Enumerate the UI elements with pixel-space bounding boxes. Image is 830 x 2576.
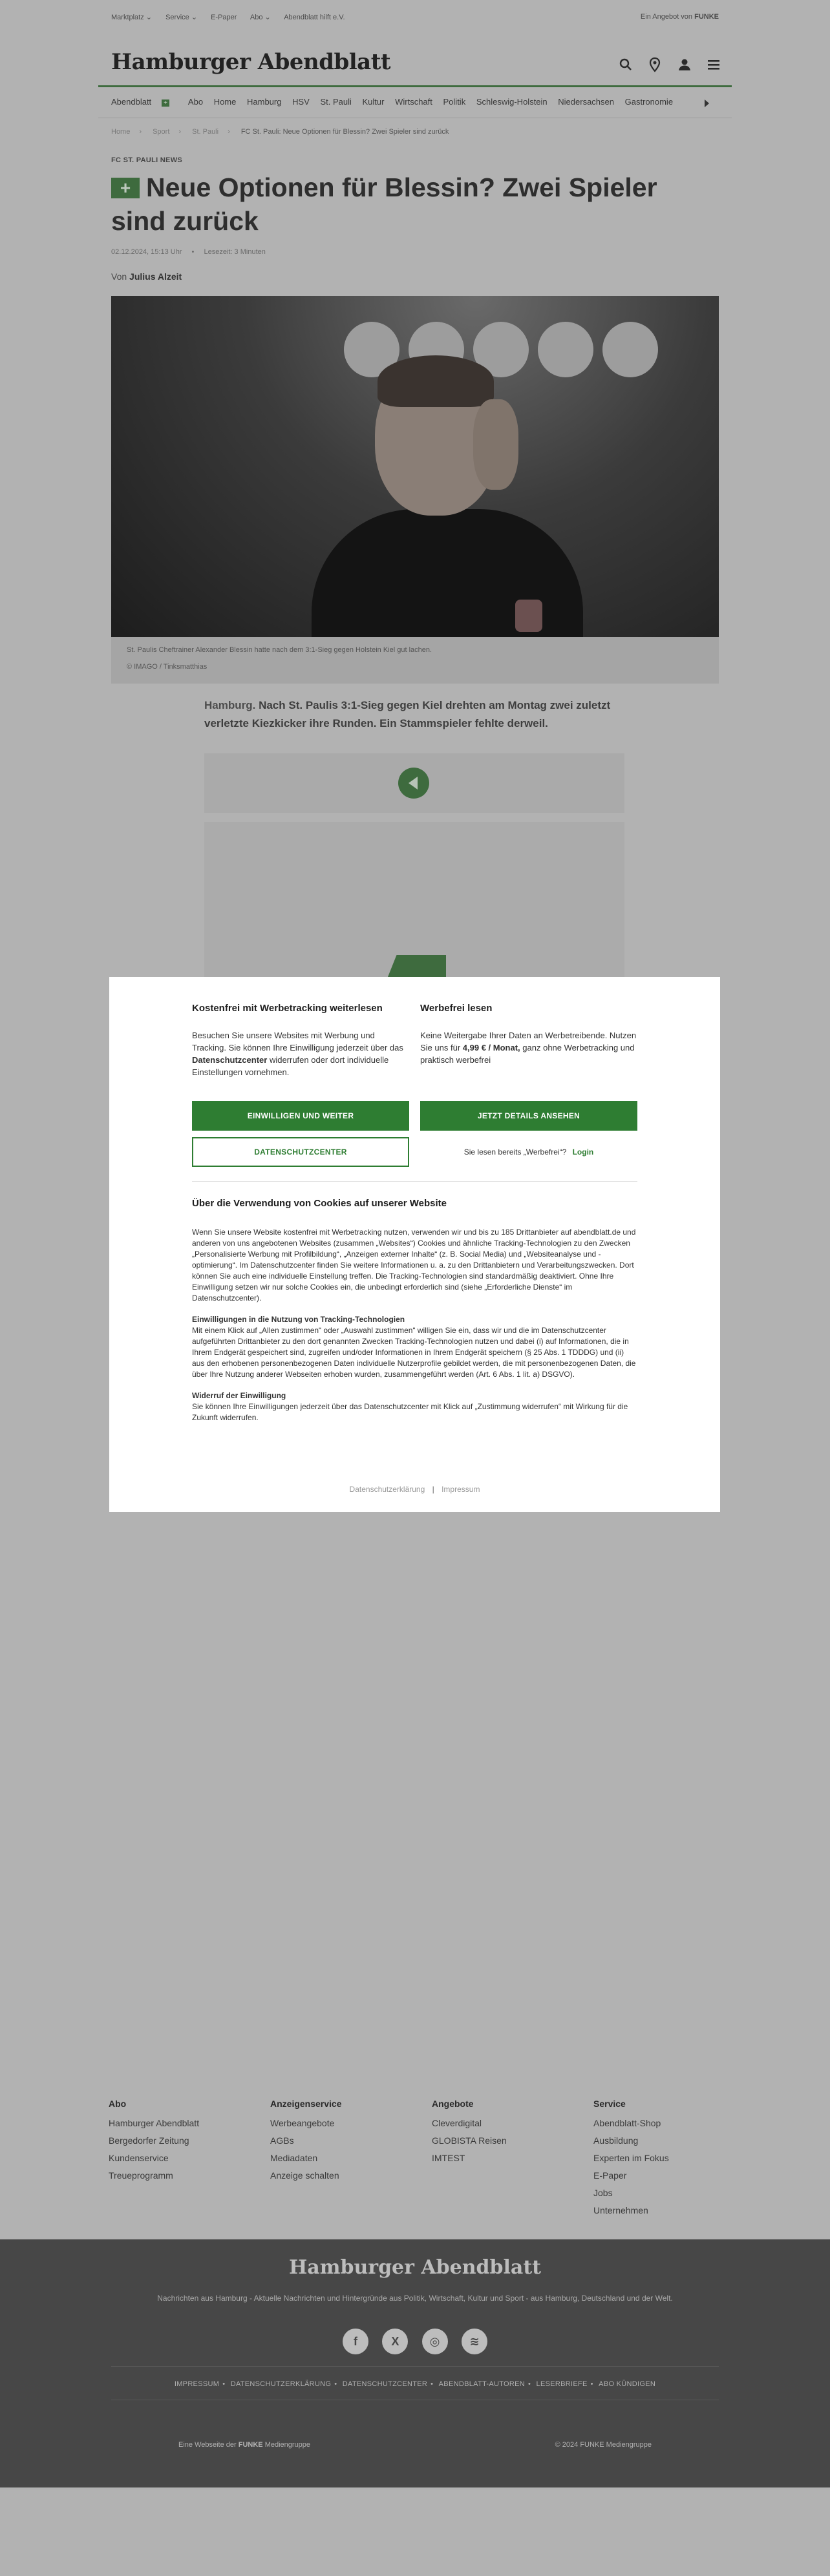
footer-link[interactable]: Treueprogramm <box>109 2170 173 2181</box>
footer-link[interactable]: Mediadaten <box>270 2153 318 2163</box>
footer-credits <box>178 2441 652 2449</box>
legal-link-leserbriefe[interactable]: LESERBRIEFE <box>536 2380 588 2388</box>
footer-link[interactable]: E-Paper <box>593 2170 627 2181</box>
article-headline <box>111 171 693 238</box>
footer-link[interactable]: Unternehmen <box>593 2205 648 2215</box>
plus-badge: + <box>162 99 169 107</box>
legal-link-abo-kuendigen[interactable]: ABO KÜNDIGEN <box>599 2380 656 2388</box>
free-with-tracking-text <box>192 1029 409 1078</box>
funke-footer-brand[interactable]: FUNKE <box>238 2441 263 2449</box>
consent-tracking-section <box>192 1314 637 1380</box>
photo-hand <box>473 399 518 490</box>
utility-links <box>111 13 719 21</box>
facebook-glyph: f <box>354 2335 357 2348</box>
article-read-time: Lesezeit: 3 Minuten <box>204 248 266 256</box>
footer-separator: | <box>432 1485 434 1494</box>
footer-column-service <box>593 2099 736 2223</box>
footer-logo[interactable]: Hamburger Abendblatt <box>288 2256 542 2279</box>
footer-column-title: Anzeigenservice <box>270 2099 342 2109</box>
col2-text-a: Keine Weitergabe Ihrer Daten an Werbetreibende. Nutzen Sie uns für <box>420 1031 637 1052</box>
footer-divider <box>111 2366 719 2367</box>
footer-link[interactable]: Cleverdigital <box>432 2118 482 2128</box>
author-name[interactable]: Julius Alzeit <box>129 271 182 282</box>
breadcrumb-current: FC St. Pauli: Neue Optionen für Blessin? Zwei Spieler sind zurück <box>240 128 449 136</box>
article-author <box>111 271 182 282</box>
legal-link-autoren[interactable]: ABENDBLATT-AUTOREN <box>438 2380 526 2388</box>
free-with-tracking-title: Kostenfrei mit Werbetracking weiterlesen <box>192 1003 383 1014</box>
footer-column-angebote <box>432 2099 574 2170</box>
footer-link[interactable]: IMTEST <box>432 2153 465 2163</box>
cookie-usage-title: Über die Verwendung von Cookies auf unserer Website <box>192 1198 447 1209</box>
nav-item-schleswig-holstein[interactable]: Schleswig-Holstein <box>476 97 548 107</box>
nav-item-home[interactable]: Home <box>213 97 237 107</box>
nav-item-politik[interactable]: Politik <box>443 97 466 107</box>
nav-item-niedersachsen[interactable]: Niedersachsen <box>558 97 614 107</box>
breadcrumb-sport[interactable]: Sport <box>153 128 170 136</box>
nav-item-wirtschaft[interactable]: Wirtschaft <box>395 97 432 107</box>
breadcrumb-separator: › <box>228 128 230 136</box>
funke-brand: FUNKE <box>694 13 719 21</box>
nav-item-gastronomie[interactable]: Gastronomie <box>624 97 674 107</box>
x-glyph: X <box>391 2335 399 2348</box>
view-details-button[interactable]: JETZT DETAILS ANSEHEN <box>420 1101 637 1131</box>
nav-item-abo[interactable]: Abo <box>187 97 204 107</box>
plus-article-badge: + <box>111 178 140 198</box>
cookie-consent-dialog <box>109 977 720 1512</box>
breadcrumb <box>111 128 458 136</box>
ad-free-column <box>420 1003 637 1066</box>
social-links <box>343 2329 487 2356</box>
nav-item-kultur[interactable]: Kultur <box>362 97 385 107</box>
already-subscribed <box>420 1147 637 1157</box>
consent-details <box>192 1198 637 1434</box>
photo-hair <box>378 355 494 407</box>
legal-link-datenschutzcenter[interactable]: DATENSCHUTZCENTER <box>342 2380 428 2388</box>
footer-link[interactable]: Kundenservice <box>109 2153 169 2163</box>
footer-column-title: Abo <box>109 2099 127 2109</box>
footer-links <box>0 2091 830 2239</box>
legal-link-datenschutzerklaerung[interactable]: DATENSCHUTZERKLÄRUNG <box>230 2380 332 2388</box>
rss-glyph: ≋ <box>469 2335 480 2348</box>
user-icon[interactable] <box>677 57 692 72</box>
footer-link[interactable]: Bergedorfer Zeitung <box>109 2135 189 2146</box>
revocation-text: Sie können Ihre Einwilligungen jederzeit über das Datenschutzcenter mit Klick auf „Zustimmung widerrufen“ mit Wirkung für die Zukunft widerrufen. <box>192 1402 628 1422</box>
article-meta <box>111 248 273 256</box>
utility-link-marktplatz[interactable]: Marktplatz ⌄ <box>111 14 153 21</box>
header-icons <box>618 57 721 74</box>
photo-caption <box>111 637 719 684</box>
article-date: 02.12.2024, 15:13 Uhr <box>111 248 182 256</box>
nav-item-st-pauli[interactable]: St. Pauli <box>320 97 352 107</box>
article-photo <box>111 296 719 637</box>
cookie-usage-text: Wenn Sie unsere Website kostenfrei mit Werbetracking nutzen, verwenden wir und bis zu 185 Drittanbieter auf abendblatt.de und anderen von uns angebotenen Websites (zusammen „Websites“) Cookies und ähnliche Tracking-Technologien zu den Zwecken „Personalisierte Werbung mit Profilbildung“, „Anzeigen externer Inhalte“ (z. B. Social Media) und „Websiteanalyse und -optimierung“. Im Datenschutzcenter finden Sie weitere Informationen u. a. zu den Drittanbietern und Verarbeitungszwecken. Dort können Sie auch eine individuelle Einstellung treffen. Die Tracking-Technologien sind standardmäßig deaktiviert. Ohne Ihre Einwilligung setzen wir nur solche Cookies ein, die unbedingt erforderlich sind (siehe „Erforderliche Dienste“ im Datenschutzcenter). <box>192 1228 636 1303</box>
breadcrumb-st-pauli[interactable]: St. Pauli <box>192 128 219 136</box>
location-icon[interactable] <box>647 57 663 72</box>
meta-separator: • <box>191 248 195 256</box>
free-with-tracking-column <box>192 1003 409 1078</box>
legal-link-impressum[interactable]: IMPRESSUM <box>174 2380 220 2388</box>
footer-column-abo <box>109 2099 251 2188</box>
nav-scroll-right-icon[interactable] <box>705 99 709 107</box>
funke-offer-text: Ein Angebot von <box>640 13 693 21</box>
article-kicker: FC ST. PAULI NEWS <box>111 156 183 164</box>
imprint-link[interactable]: Impressum <box>442 1485 480 1494</box>
footer-link[interactable]: Abendblatt-Shop <box>593 2118 661 2128</box>
privacy-center-button[interactable]: DATENSCHUTZCENTER <box>192 1137 409 1167</box>
search-icon[interactable] <box>618 57 633 72</box>
club-crest <box>515 600 542 632</box>
instagram-icon[interactable] <box>422 2329 448 2354</box>
breadcrumb-separator: › <box>139 128 142 136</box>
accept-and-continue-button[interactable]: EINWILLIGEN UND WEITER <box>192 1101 409 1131</box>
nav-item-hsv[interactable]: HSV <box>292 97 310 107</box>
footer-link[interactable]: Ausbildung <box>593 2135 639 2146</box>
nav-item-abendblatt[interactable] <box>111 97 178 107</box>
col1-text-a: Besuchen Sie unsere Websites mit Werbung und Tracking. Sie können Ihre Einwilligung jederzeit über das <box>192 1031 403 1052</box>
facebook-icon[interactable] <box>343 2329 368 2354</box>
speaker-icon[interactable] <box>398 768 429 799</box>
legal-links: IMPRESSUM • DATENSCHUTZERKLÄRUNG • DATENSCHUTZCENTER • ABENDBLATT-AUTOREN • LESERBRIEFE • ABO KÜNDIGEN <box>174 2380 656 2388</box>
x-icon[interactable] <box>382 2329 408 2354</box>
footer-link[interactable]: Hamburger Abendblatt <box>109 2118 200 2128</box>
article-headline-text: Neue Optionen für Blessin? Zwei Spieler sind zurück <box>111 173 657 236</box>
author-prefix: Von <box>111 271 127 282</box>
footer-column-title: Angebote <box>432 2099 474 2109</box>
footer-link[interactable]: Jobs <box>593 2188 613 2198</box>
footer-link[interactable]: Werbeangebote <box>270 2118 335 2128</box>
breadcrumb-separator: › <box>178 128 182 136</box>
ad-free-price: 4,99 € / Monat, <box>462 1043 520 1052</box>
article-lead <box>204 696 624 733</box>
login-link[interactable]: Login <box>572 1147 594 1157</box>
header-divider <box>98 85 732 87</box>
website-of-text: Eine Webseite der <box>178 2441 237 2449</box>
footer-column-anzeigenservice <box>270 2099 412 2188</box>
consent-divider <box>192 1181 637 1182</box>
lead-text: Nach St. Paulis 3:1-Sieg gegen Kiel drehten am Montag zwei zuletzt verletzte Kiezkicker ihre Runden. Ein Stammspieler fehlte derweil. <box>204 699 611 729</box>
breadcrumb-home[interactable]: Home <box>111 128 131 136</box>
nav-item-abendblatt-label: Abendblatt <box>111 97 152 107</box>
rss-icon[interactable] <box>462 2329 487 2354</box>
footer-bottom <box>0 2239 830 2487</box>
col2-text-b: ganz ohne Werbetracking und praktisch werbefrei <box>420 1043 635 1065</box>
consent-tracking-text: Mit einem Klick auf „Allen zustimmen“ oder „Auswahl zustimmen“ willigen Sie ein, dass wir und die im Datenschutzcenter aufgeführten Drittanbieter zu den dort genannten Zwecken Tracking-Technologien nutzen und dabei (i) auf Informationen, die in Ihrem Endgerät gespeichert sind, zugreifen und/oder Informationen in Ihrem Endgerät speichern (§ 25 Abs. 1 TDDDG) und (ii) aus den erhobenen personenbezogenen Daten individuelle Nutzerprofile gebildet werden, die mit personenbezogenen Daten, die über Ihre Nutzung anderer Webseiten erhoben wurden, zusammengeführt werden (Art. 6 Abs. 1 lit. a) DSGVO). <box>192 1326 636 1379</box>
revocation-section <box>192 1390 637 1423</box>
instagram-glyph: ◎ <box>429 2335 440 2348</box>
footer-link[interactable]: Anzeige schalten <box>270 2170 339 2181</box>
copyright: © 2024 FUNKE Mediengruppe <box>555 2441 652 2449</box>
photo-jacket <box>312 509 583 637</box>
main-nav <box>111 97 712 112</box>
privacy-center-link[interactable]: Datenschutzcenter <box>192 1055 268 1065</box>
consent-tracking-title: Einwilligungen in die Nutzung von Tracking-Technologien <box>192 1315 405 1324</box>
audio-player <box>204 753 624 813</box>
site-logo[interactable]: Hamburger Abendblatt <box>111 49 391 75</box>
menu-icon[interactable] <box>706 57 721 72</box>
footer-tagline: Nachrichten aus Hamburg - Aktuelle Nachrichten und Hintergründe aus Politik, Wirtschaft, Kultur und Sport - aus Hamburg, Deutschland und der Welt. <box>157 2294 673 2303</box>
utility-link-epaper[interactable]: E-Paper <box>211 14 237 21</box>
already-subscribed-text: Sie lesen bereits „Werbefrei“? <box>463 1147 567 1157</box>
footer-link[interactable]: GLOBISTA Reisen <box>432 2135 507 2146</box>
photo-credit: © IMAGO / Tinksmatthias <box>127 663 208 671</box>
caption-text: St. Paulis Cheftrainer Alexander Blessin hatte nach dem 3:1-Sieg gegen Holstein Kiel gut lachen. <box>127 646 432 654</box>
ad-free-title: Werbefrei lesen <box>420 1003 493 1014</box>
footer-link[interactable]: AGBs <box>270 2135 294 2146</box>
utility-link-service[interactable]: Service ⌄ <box>165 14 198 21</box>
privacy-policy-link[interactable]: Datenschutzerklärung <box>349 1485 425 1494</box>
funke-offer[interactable] <box>641 13 719 21</box>
utility-link-abendblatt-hilft[interactable]: Abendblatt hilft e.V. <box>284 14 345 21</box>
lead-location: Hamburg. <box>204 699 256 711</box>
website-of-suffix: Mediengruppe <box>264 2441 311 2449</box>
footer-column-title: Service <box>593 2099 626 2109</box>
footer-link[interactable]: Experten im Fokus <box>593 2153 669 2163</box>
utility-link-abo[interactable]: Abo ⌄ <box>250 14 271 21</box>
nav-item-hamburg[interactable]: Hamburg <box>247 97 282 107</box>
stadium-light <box>602 322 658 377</box>
paywall-teaser <box>204 822 624 990</box>
col1-text-b: widerrufen oder dort individuelle Einstellungen vornehmen. <box>192 1055 389 1077</box>
ad-free-text <box>420 1029 637 1066</box>
utility-bar <box>111 13 719 27</box>
stadium-light <box>538 322 593 377</box>
consent-footer <box>192 1485 637 1494</box>
revocation-title: Widerruf der Einwilligung <box>192 1391 286 1400</box>
